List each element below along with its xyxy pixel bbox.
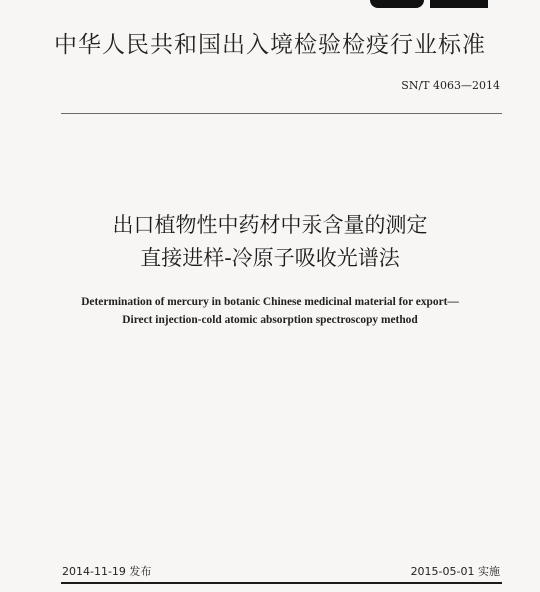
chinese-title-line-2: 直接进样-冷原子吸收光谱法 <box>140 246 400 270</box>
chinese-title <box>0 209 540 275</box>
english-title <box>0 293 540 329</box>
sn-logo-fragment <box>370 0 490 8</box>
logo-letter-s <box>370 0 424 8</box>
footer-divider <box>61 582 502 584</box>
standard-body-title: 中华人民共和国出入境检验检疫行业标准 <box>54 32 486 58</box>
implementation-date: 2015-05-01 实施 <box>410 565 500 578</box>
issue-date: 2014-11-19 发布 <box>62 565 152 578</box>
standard-number: SN/T 4063—2014 <box>401 79 500 92</box>
chinese-title-line-1: 出口植物性中药材中汞含量的测定 <box>112 213 428 237</box>
english-title-line-2: Direct injection-cold atomic absorption spectroscopy method <box>122 314 418 326</box>
english-title-line-1: Determination of mercury in botanic Chinese medicinal material for export— <box>81 296 459 308</box>
logo-letter-n <box>430 0 488 8</box>
header-divider <box>61 113 502 114</box>
